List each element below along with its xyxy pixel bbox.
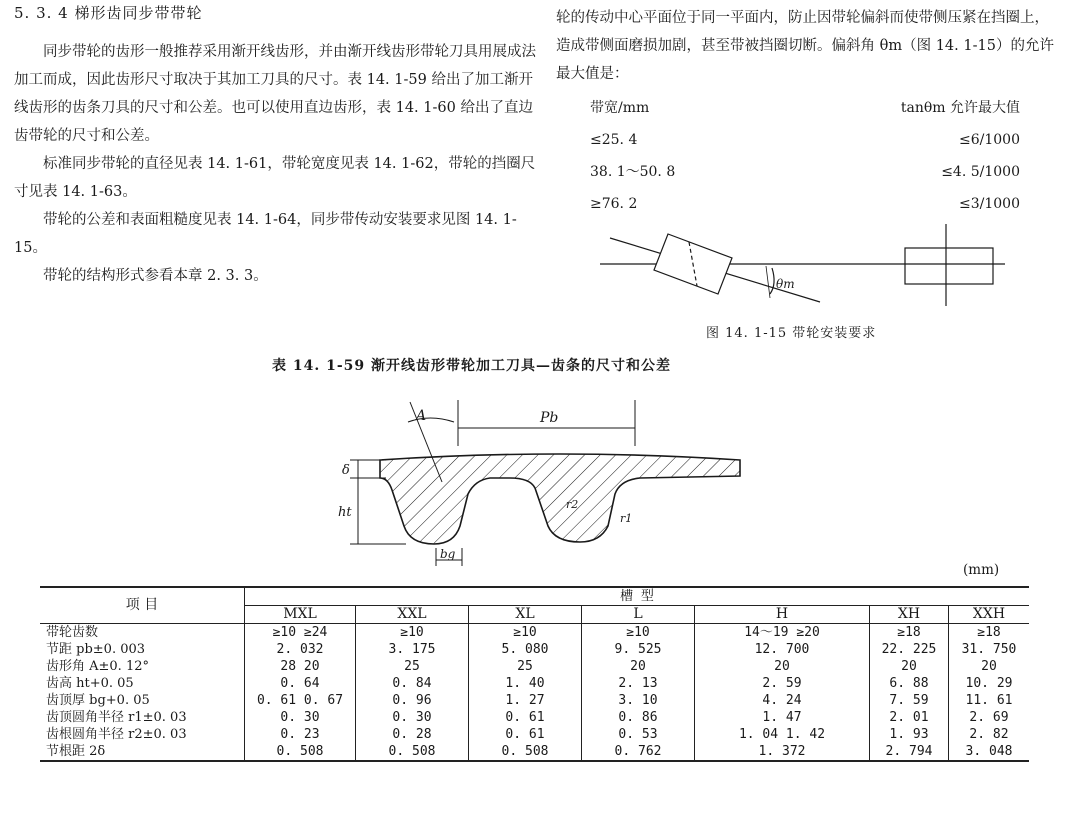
paragraph: 轮的传动中心平面位于同一平面内，防止因带轮偏斜而使带侧压紧在挡圈上，造成带侧面磨损加剧，甚至带被挡圈切断。偏斜角 θm（图 14. 1-15）的允许最大值是： [556, 10, 1054, 82]
label-pb: Pb [540, 410, 559, 426]
allowance-value: ≤6/1000 [959, 132, 1020, 148]
table-cell: 0. 61 [469, 709, 582, 726]
label-bg: bg [440, 547, 456, 561]
table-cell: 0. 64 [280, 676, 320, 691]
section-title: 5. 3. 4 梯形齿同步带带轮 [14, 4, 203, 22]
table-row [40, 726, 1029, 743]
table-cell: 25 [469, 658, 582, 675]
table-cell: 1. 372 [695, 743, 870, 761]
allowance-header-tan: tanθm 允许最大值 [900, 100, 1020, 116]
table-cell: 28 20 [280, 659, 320, 674]
column-header: L [582, 606, 695, 624]
allowance-value: ≤3/1000 [959, 196, 1020, 212]
column-header: MXL [245, 606, 356, 624]
table-cell: ≥10 [582, 624, 695, 642]
table-cell: 0. 86 [582, 709, 695, 726]
table-cell: 2. 032 [276, 642, 324, 657]
allowance-row [590, 156, 1020, 188]
table-cell: 3. 10 [582, 692, 695, 709]
unit-label: (mm) [963, 562, 1000, 578]
table-body [40, 624, 1029, 762]
table-cell: ≥10 [356, 624, 469, 642]
figure-caption: 图 14. 1-15 带轮安装要求 [706, 326, 877, 341]
row-label: 齿形角 A±0. 12° [40, 658, 245, 675]
table-cell: 0. 762 [582, 743, 695, 761]
table-cell: 0. 28 [356, 726, 469, 743]
table-cell: 10. 29 [949, 675, 1030, 692]
table-row [40, 624, 1029, 642]
allowance-width: ≥76. 2 [590, 196, 638, 212]
table-cell: 6. 88 [870, 675, 949, 692]
table-row [40, 675, 1029, 692]
column-header: H [695, 606, 870, 624]
angle-arc-a [408, 418, 454, 422]
table-cell: 0. 96 [356, 692, 469, 709]
table-cell: 25 [356, 658, 469, 675]
table-cell: 0. 508 [356, 743, 469, 761]
table-cell: 20 [582, 658, 695, 675]
table-cell: 1. 93 [870, 726, 949, 743]
allowance-row [590, 188, 1020, 220]
angle-leader [766, 266, 770, 298]
table-cell: 5. 080 [469, 641, 582, 658]
spec-table [40, 586, 1029, 762]
column-header: XL [469, 606, 582, 624]
table-cell: 2. 59 [695, 675, 870, 692]
table-cell: 0. 30 [280, 710, 320, 725]
row-label: 节根距 2δ [40, 743, 245, 761]
label-delta: δ [342, 463, 350, 478]
allowance-list [590, 92, 1020, 220]
table-cell: 2. 01 [870, 709, 949, 726]
aligned-pulley [905, 248, 993, 284]
table-cell: ≥18 [870, 624, 949, 642]
label-a: A [416, 408, 427, 424]
table-cell: 1. 47 [695, 709, 870, 726]
table-cell: 0. 30 [356, 709, 469, 726]
table-row [40, 641, 1029, 658]
left-column [14, 38, 544, 290]
table-cell: 0. 61 0. 67 [256, 693, 344, 708]
table-row [40, 709, 1029, 726]
label-ht: ht [338, 505, 352, 520]
table-title: 表 14. 1-59 渐开线齿形带轮加工刀具—齿条的尺寸和公差 [272, 358, 672, 374]
table-cell: 2. 69 [949, 709, 1030, 726]
table-cell: 0. 508 [245, 743, 356, 761]
item-header: 项 目 [40, 587, 245, 624]
row-label: 节距 pb±0. 003 [40, 641, 245, 658]
table-cell: 22. 225 [870, 641, 949, 658]
table-cell: 1. 40 [469, 675, 582, 692]
table-cell: ≥10 ≥24 [272, 625, 328, 640]
row-label: 齿顶圆角半径 r1±0. 03 [40, 709, 245, 726]
paragraph: 带轮的公差和表面粗糙度见表 14. 1-64，同步带传动安装要求见图 14. 1-15。 [14, 212, 517, 256]
paragraph: 同步带轮的齿形一般推荐采用渐开线齿形，并由渐开线齿形带轮刀具用展成法加工而成，因此齿形尺寸取决于其加工刀具的尺寸。表 14. 1-59 给出了加工渐开线齿形的齿条刀具的尺寸和公差。也可以使用直边齿形，表 14. 1-60 给出了直边齿带轮的尺寸和公差。 [14, 44, 536, 144]
table-cell: 0. 508 [469, 743, 582, 761]
paragraph: 带轮的结构形式参看本章 2. 3. 3。 [43, 268, 268, 284]
column-header: XXL [356, 606, 469, 624]
table-cell: 9. 525 [582, 641, 695, 658]
right-column [556, 4, 1061, 88]
allowance-row [590, 124, 1020, 156]
table-cell: 1. 27 [469, 692, 582, 709]
allowance-value: ≤4. 5/1000 [941, 164, 1020, 180]
table-cell: ≥10 [469, 624, 582, 642]
installation-figure [600, 224, 1020, 320]
row-label: 齿顶厚 bg+0. 05 [40, 692, 245, 709]
table-cell: 0. 53 [582, 726, 695, 743]
group-header: 槽 型 [245, 587, 1030, 606]
table-cell: 12. 700 [695, 641, 870, 658]
table-cell: 14～19 ≥20 [695, 624, 870, 642]
row-label: 带轮齿数 [40, 624, 245, 642]
rack-profile-figure [330, 398, 750, 568]
table-cell: 3. 048 [949, 743, 1030, 761]
table-cell: 0. 23 [280, 727, 320, 742]
table-cell: 20 [695, 658, 870, 675]
allowance-header [590, 92, 1020, 124]
angle-arc [770, 268, 774, 294]
table-row [40, 658, 1029, 675]
label-r1: r1 [620, 512, 633, 525]
table-cell: 4. 24 [695, 692, 870, 709]
table-cell: 11. 61 [949, 692, 1030, 709]
table-cell: 3. 175 [356, 641, 469, 658]
allowance-header-width: 带宽/mm [590, 100, 650, 116]
table-cell: 2. 82 [949, 726, 1030, 743]
table-cell: 7. 59 [870, 692, 949, 709]
table-row [40, 743, 1029, 761]
allowance-width: ≤25. 4 [590, 132, 638, 148]
label-r2: r2 [566, 498, 579, 511]
column-header: XXH [949, 606, 1030, 624]
table-cell: 20 [949, 658, 1030, 675]
paragraph: 标准同步带轮的直径见表 14. 1-61，带轮宽度见表 14. 1-62，带轮的挡圈尺寸见表 14. 1-63。 [14, 156, 536, 200]
row-label: 齿根圆角半径 r2±0. 03 [40, 726, 245, 743]
table-group-row [40, 587, 1029, 606]
table-cell: 2. 794 [870, 743, 949, 761]
table-cell: 0. 84 [356, 675, 469, 692]
row-label: 齿高 ht+0. 05 [40, 675, 245, 692]
table-cell: 1. 04 1. 42 [695, 726, 870, 743]
table-row [40, 692, 1029, 709]
rack-body [380, 454, 740, 544]
column-header: XH [870, 606, 949, 624]
allowance-width: 38. 1～50. 8 [590, 164, 676, 180]
table-cell: 2. 13 [582, 675, 695, 692]
table-cell: ≥18 [949, 624, 1030, 642]
table-cell: 0. 61 [469, 726, 582, 743]
theta-label: θm [776, 277, 795, 291]
table-cell: 31. 750 [949, 641, 1030, 658]
table-cell: 20 [870, 658, 949, 675]
